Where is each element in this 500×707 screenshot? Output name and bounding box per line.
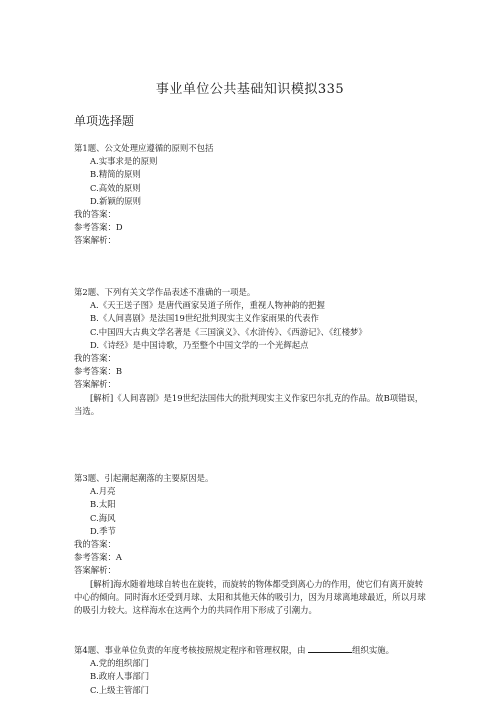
option-d: D.《诗经》是中国诗歌，乃至整个中国文学的一个光辉起点	[90, 339, 309, 350]
reference-answer-value: A	[115, 552, 122, 563]
analysis-text: [解析]海水随着地球自转也在旋转，而旋转的物体都受到离心力的作用，使它们有离开旋转中心的倾向。同时海水还受到月球、太阳和其他天体的吸引力，因为月球离地球最近，所以月球的吸引力较大。这样海水在这两个力的共同作用下形成了引潮力。	[74, 578, 426, 616]
my-answer-label: 我的答案：	[74, 539, 116, 550]
reference-answer	[74, 551, 434, 564]
option-d: D.季节	[90, 525, 116, 536]
option-a: A.月亮	[90, 486, 116, 497]
question-3	[74, 472, 434, 617]
section-heading: 单项选择题	[74, 114, 135, 128]
option-b: B.太阳	[90, 499, 116, 510]
reference-answer	[74, 221, 434, 234]
reference-answer-value: D	[115, 222, 123, 233]
option-b: B.《人间喜剧》是法国19世纪批判现实主义作家雨果的代表作	[90, 313, 319, 324]
reference-answer-label: 参考答案：	[74, 222, 116, 233]
my-answer-label: 我的答案：	[74, 209, 116, 220]
question-stem: 第2题、下列有关文学作品表述不准确的一项是。	[74, 287, 256, 297]
question-stem: 第1题、公文处理应遵循的原则不包括	[74, 143, 214, 153]
reference-answer-label: 参考答案：	[74, 552, 116, 563]
analysis-text: [解析]《人间喜剧》是19世纪法国伟大的批判现实主义作家巴尔扎克的作品。故B项错误，当选。	[74, 392, 424, 416]
reference-answer	[74, 365, 434, 378]
option-a: A.实事求是的原则	[90, 156, 158, 167]
option-c: C.上级主管部门	[90, 684, 150, 695]
question-2	[74, 286, 434, 418]
option-a: A.党的组织部门	[90, 658, 149, 669]
question-1	[74, 142, 434, 248]
reference-answer-value: B	[115, 366, 123, 377]
my-answer-label: 我的答案：	[74, 353, 116, 364]
fill-in-blank	[308, 644, 352, 653]
question-stem: 第3题、引起潮起潮落的主要原因是。	[74, 473, 214, 483]
analysis-label: 答案解析：	[74, 565, 116, 576]
reference-answer-label: 参考答案：	[74, 366, 116, 377]
option-c: C.海风	[90, 512, 116, 523]
analysis-label: 答案解析：	[74, 379, 116, 390]
option-c: C.中国四大古典文学名著是《三国演义》、《水浒传》、《西游记》、《红楼梦》	[90, 326, 367, 337]
question-4	[74, 644, 434, 697]
option-a: A.《天王送子图》是唐代画家吴道子所作，重视人物神韵的把握	[90, 300, 325, 311]
option-c: C.高效的原则	[90, 182, 141, 193]
option-b: B.政府人事部门	[90, 671, 150, 682]
question-stem	[74, 644, 434, 657]
analysis-label: 答案解析：	[74, 235, 116, 246]
option-b: B.精简的原则	[90, 169, 141, 180]
document-title: 事业单位公共基础知识模拟335	[155, 82, 345, 97]
question-stem-end: 组织实施。	[352, 645, 394, 655]
option-d: D.新颖的原则	[90, 195, 141, 206]
question-stem-start: 第4题、事业单位负责的年度考核按照规定程序和管理权限，由	[74, 645, 306, 655]
